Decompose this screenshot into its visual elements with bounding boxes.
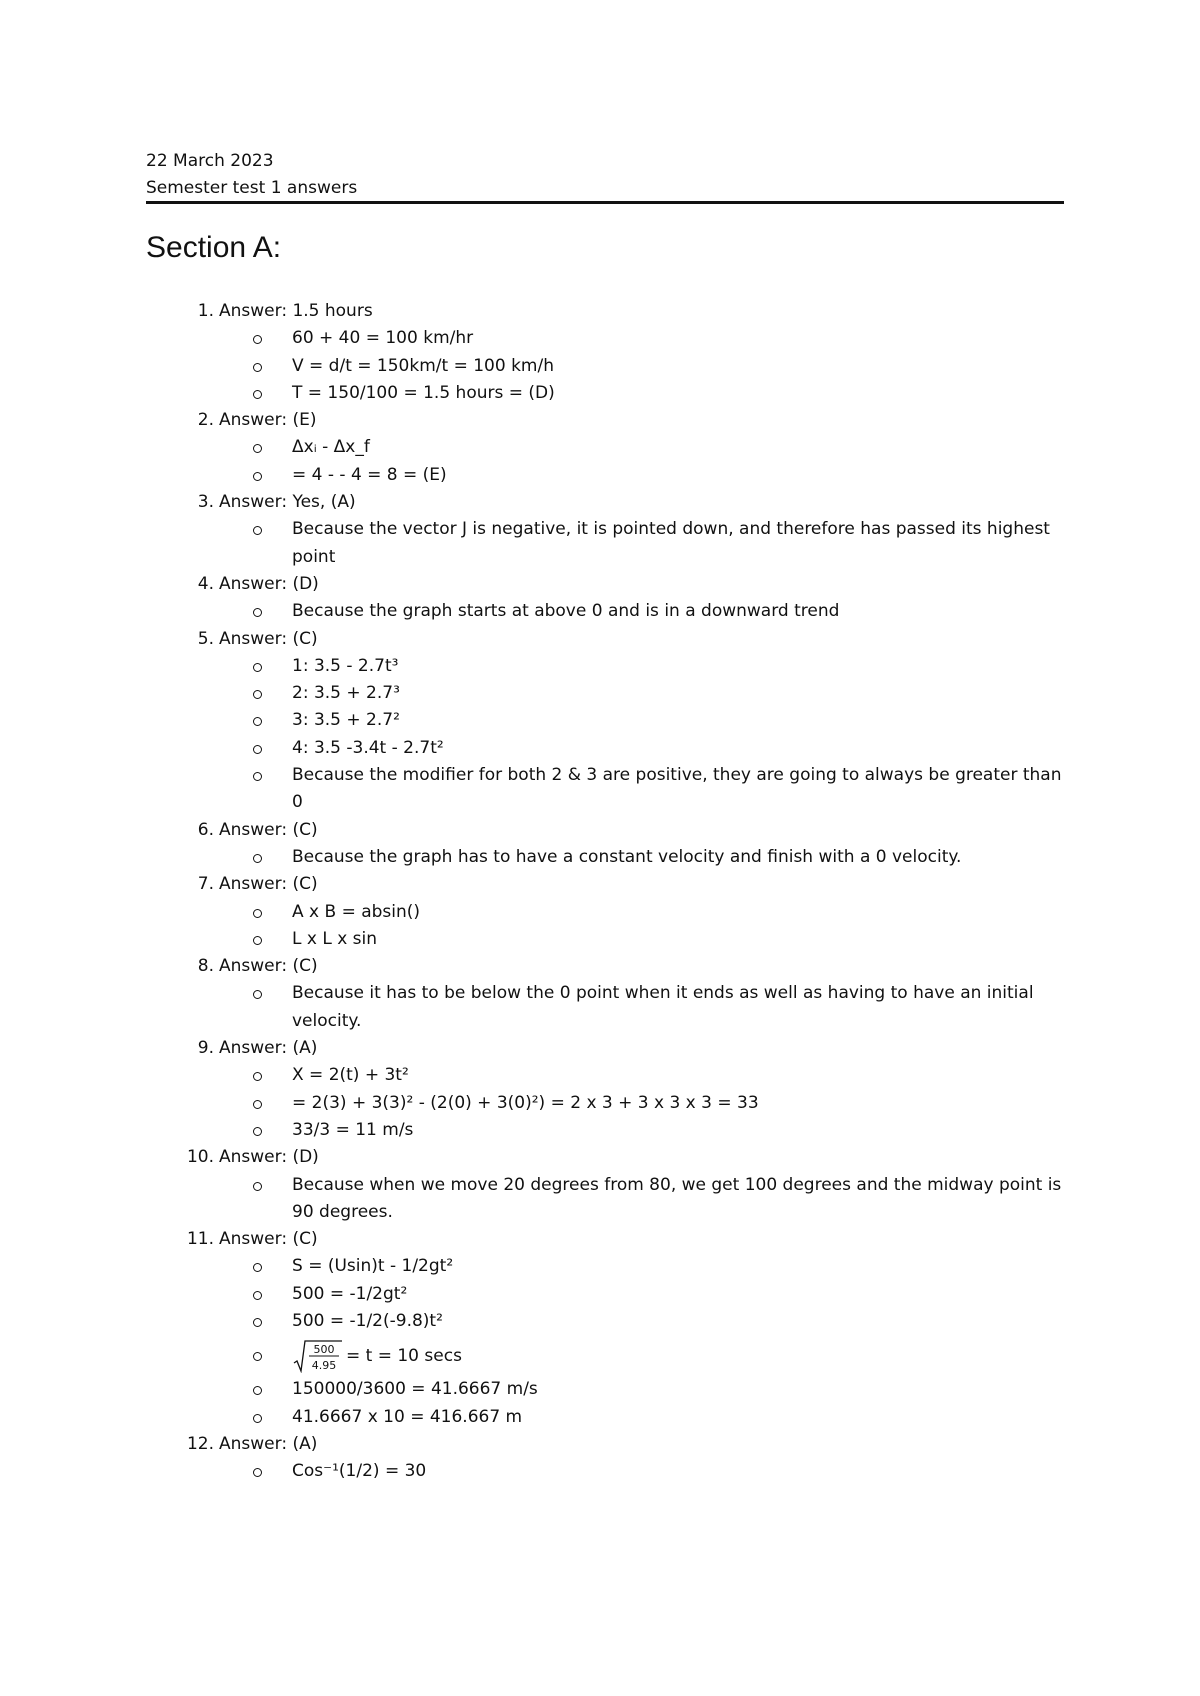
working-item: 150000/3600 = 41.6667 m/s [0,1376,1200,1403]
circle-bullet-icon [253,1404,263,1431]
answer-item [0,626,1200,817]
circle-bullet-icon [253,1308,263,1335]
square-root-icon [292,1339,344,1373]
answer-number: 10. [186,1147,214,1168]
working-item: 1: 3.5 - 2.7t³ [0,653,1200,680]
working-item: A x B = absin() [0,899,1200,926]
circle-bullet-icon [253,980,263,1007]
circle-bullet-icon [253,926,263,953]
answer-item [0,489,1200,571]
answer-list [0,298,1200,1485]
answer-text: Answer: (C) [219,819,318,840]
document-subtitle: Semester test 1 answers [146,178,358,198]
working-item: Because the vector J is negative, it is pointed down, and therefore has passed its highest point [0,516,1200,571]
circle-bullet-icon [253,899,263,926]
working-item: Because the modifier for both 2 & 3 are positive, they are going to always be greater than 0 [0,762,1200,817]
answer-item [0,1431,1200,1486]
answer-item [0,817,1200,872]
working-item: 4: 3.5 -3.4t - 2.7t² [0,735,1200,762]
answer-text: Answer: (C) [219,628,318,649]
answer-item [0,571,1200,626]
circle-bullet-icon [253,762,263,789]
working-item: V = d/t = 150km/t = 100 km/h [0,353,1200,380]
answer-number: 9. [197,1038,214,1059]
document-date: 22 March 2023 [146,151,274,171]
circle-bullet-icon [253,680,263,707]
working-item: Δxᵢ - Δx_f [0,434,1200,461]
working-item: Cos⁻¹(1/2) = 30 [0,1458,1200,1485]
circle-bullet-icon [253,707,263,734]
answer-text: Answer: (C) [219,874,318,895]
answer-number: 6. [197,819,214,840]
working-item: 500 = -1/2gt² [0,1281,1200,1308]
answer-item [0,298,1200,407]
answer-item [0,953,1200,1035]
answer-text: Answer: Yes, (A) [219,492,356,513]
answer-item [0,1035,1200,1144]
working-item: L x L x sin [0,926,1200,953]
answer-text: Answer: (E) [219,410,317,431]
working-item: = 2(3) + 3(3)² - (2(0) + 3(0)²) = 2 x 3 + 3 x 3 x 3 = 33 [0,1090,1200,1117]
circle-bullet-icon [253,1342,263,1369]
working-item: Because the graph has to have a constant velocity and finish with a 0 velocity. [0,844,1200,871]
circle-bullet-icon [253,598,263,625]
answer-text: Answer: (A) [219,1433,318,1454]
fraction-result: = t = 10 secs [346,1345,462,1366]
answer-number: 1. [197,301,214,321]
working-item: 33/3 = 11 m/s [0,1117,1200,1144]
circle-bullet-icon [253,1281,263,1308]
answer-text: Answer: (C) [219,956,318,977]
answer-number: 2. [197,410,214,431]
circle-bullet-icon [253,1117,263,1144]
circle-bullet-icon [253,735,263,762]
working-item: X = 2(t) + 3t² [0,1062,1200,1089]
answer-text: Answer: 1.5 hours [219,301,373,321]
circle-bullet-icon [253,353,263,380]
circle-bullet-icon [253,462,263,489]
circle-bullet-icon [253,325,263,352]
fraction-numerator: 500 [313,1343,335,1357]
answer-text: Answer: (A) [219,1038,318,1059]
circle-bullet-icon [253,1062,263,1089]
circle-bullet-icon [253,1253,263,1280]
answer-number: 3. [197,492,214,513]
answer-text: Answer: (D) [219,1147,319,1168]
answer-number: 5. [197,628,214,649]
circle-bullet-icon [253,1458,263,1485]
answer-number: 8. [197,956,214,977]
working-item: Because it has to be below the 0 point when it ends as well as having to have an initial velocity. [0,980,1200,1035]
working-item: Because when we move 20 degrees from 80, we get 100 degrees and the midway point is 90 degrees. [0,1172,1200,1227]
answer-number: 11. [186,1229,214,1250]
circle-bullet-icon [253,653,263,680]
square-root-fraction [292,1339,462,1373]
answer-item [0,871,1200,953]
answer-text: Answer: (C) [219,1229,318,1250]
answer-item [0,1144,1200,1226]
working-item: S = (Usin)t - 1/2gt² [0,1253,1200,1280]
fraction-denominator: 4.95 [311,1359,337,1373]
circle-bullet-icon [253,1376,263,1403]
header-divider [146,201,1064,204]
circle-bullet-icon [253,1172,263,1199]
section-title: Section A: [146,231,282,264]
answer-text: Answer: (D) [219,573,319,594]
working-item: 2: 3.5 + 2.7³ [0,680,1200,707]
working-item: T = 150/100 = 1.5 hours = (D) [0,380,1200,407]
answer-item [0,407,1200,489]
working-item: 41.6667 x 10 = 416.667 m [0,1404,1200,1431]
working-item: 3: 3.5 + 2.7² [0,707,1200,734]
circle-bullet-icon [253,1090,263,1117]
answer-number: 4. [197,573,214,594]
circle-bullet-icon [253,516,263,543]
answer-number: 12. [186,1433,214,1454]
working-item [0,1335,1200,1376]
circle-bullet-icon [253,434,263,461]
answer-item [0,1226,1200,1431]
circle-bullet-icon [253,380,263,407]
circle-bullet-icon [253,844,263,871]
working-item: 60 + 40 = 100 km/hr [0,325,1200,352]
working-item: Because the graph starts at above 0 and is in a downward trend [0,598,1200,625]
working-item: = 4 - - 4 = 8 = (E) [0,462,1200,489]
working-item: 500 = -1/2(-9.8)t² [0,1308,1200,1335]
answer-number: 7. [197,874,214,895]
